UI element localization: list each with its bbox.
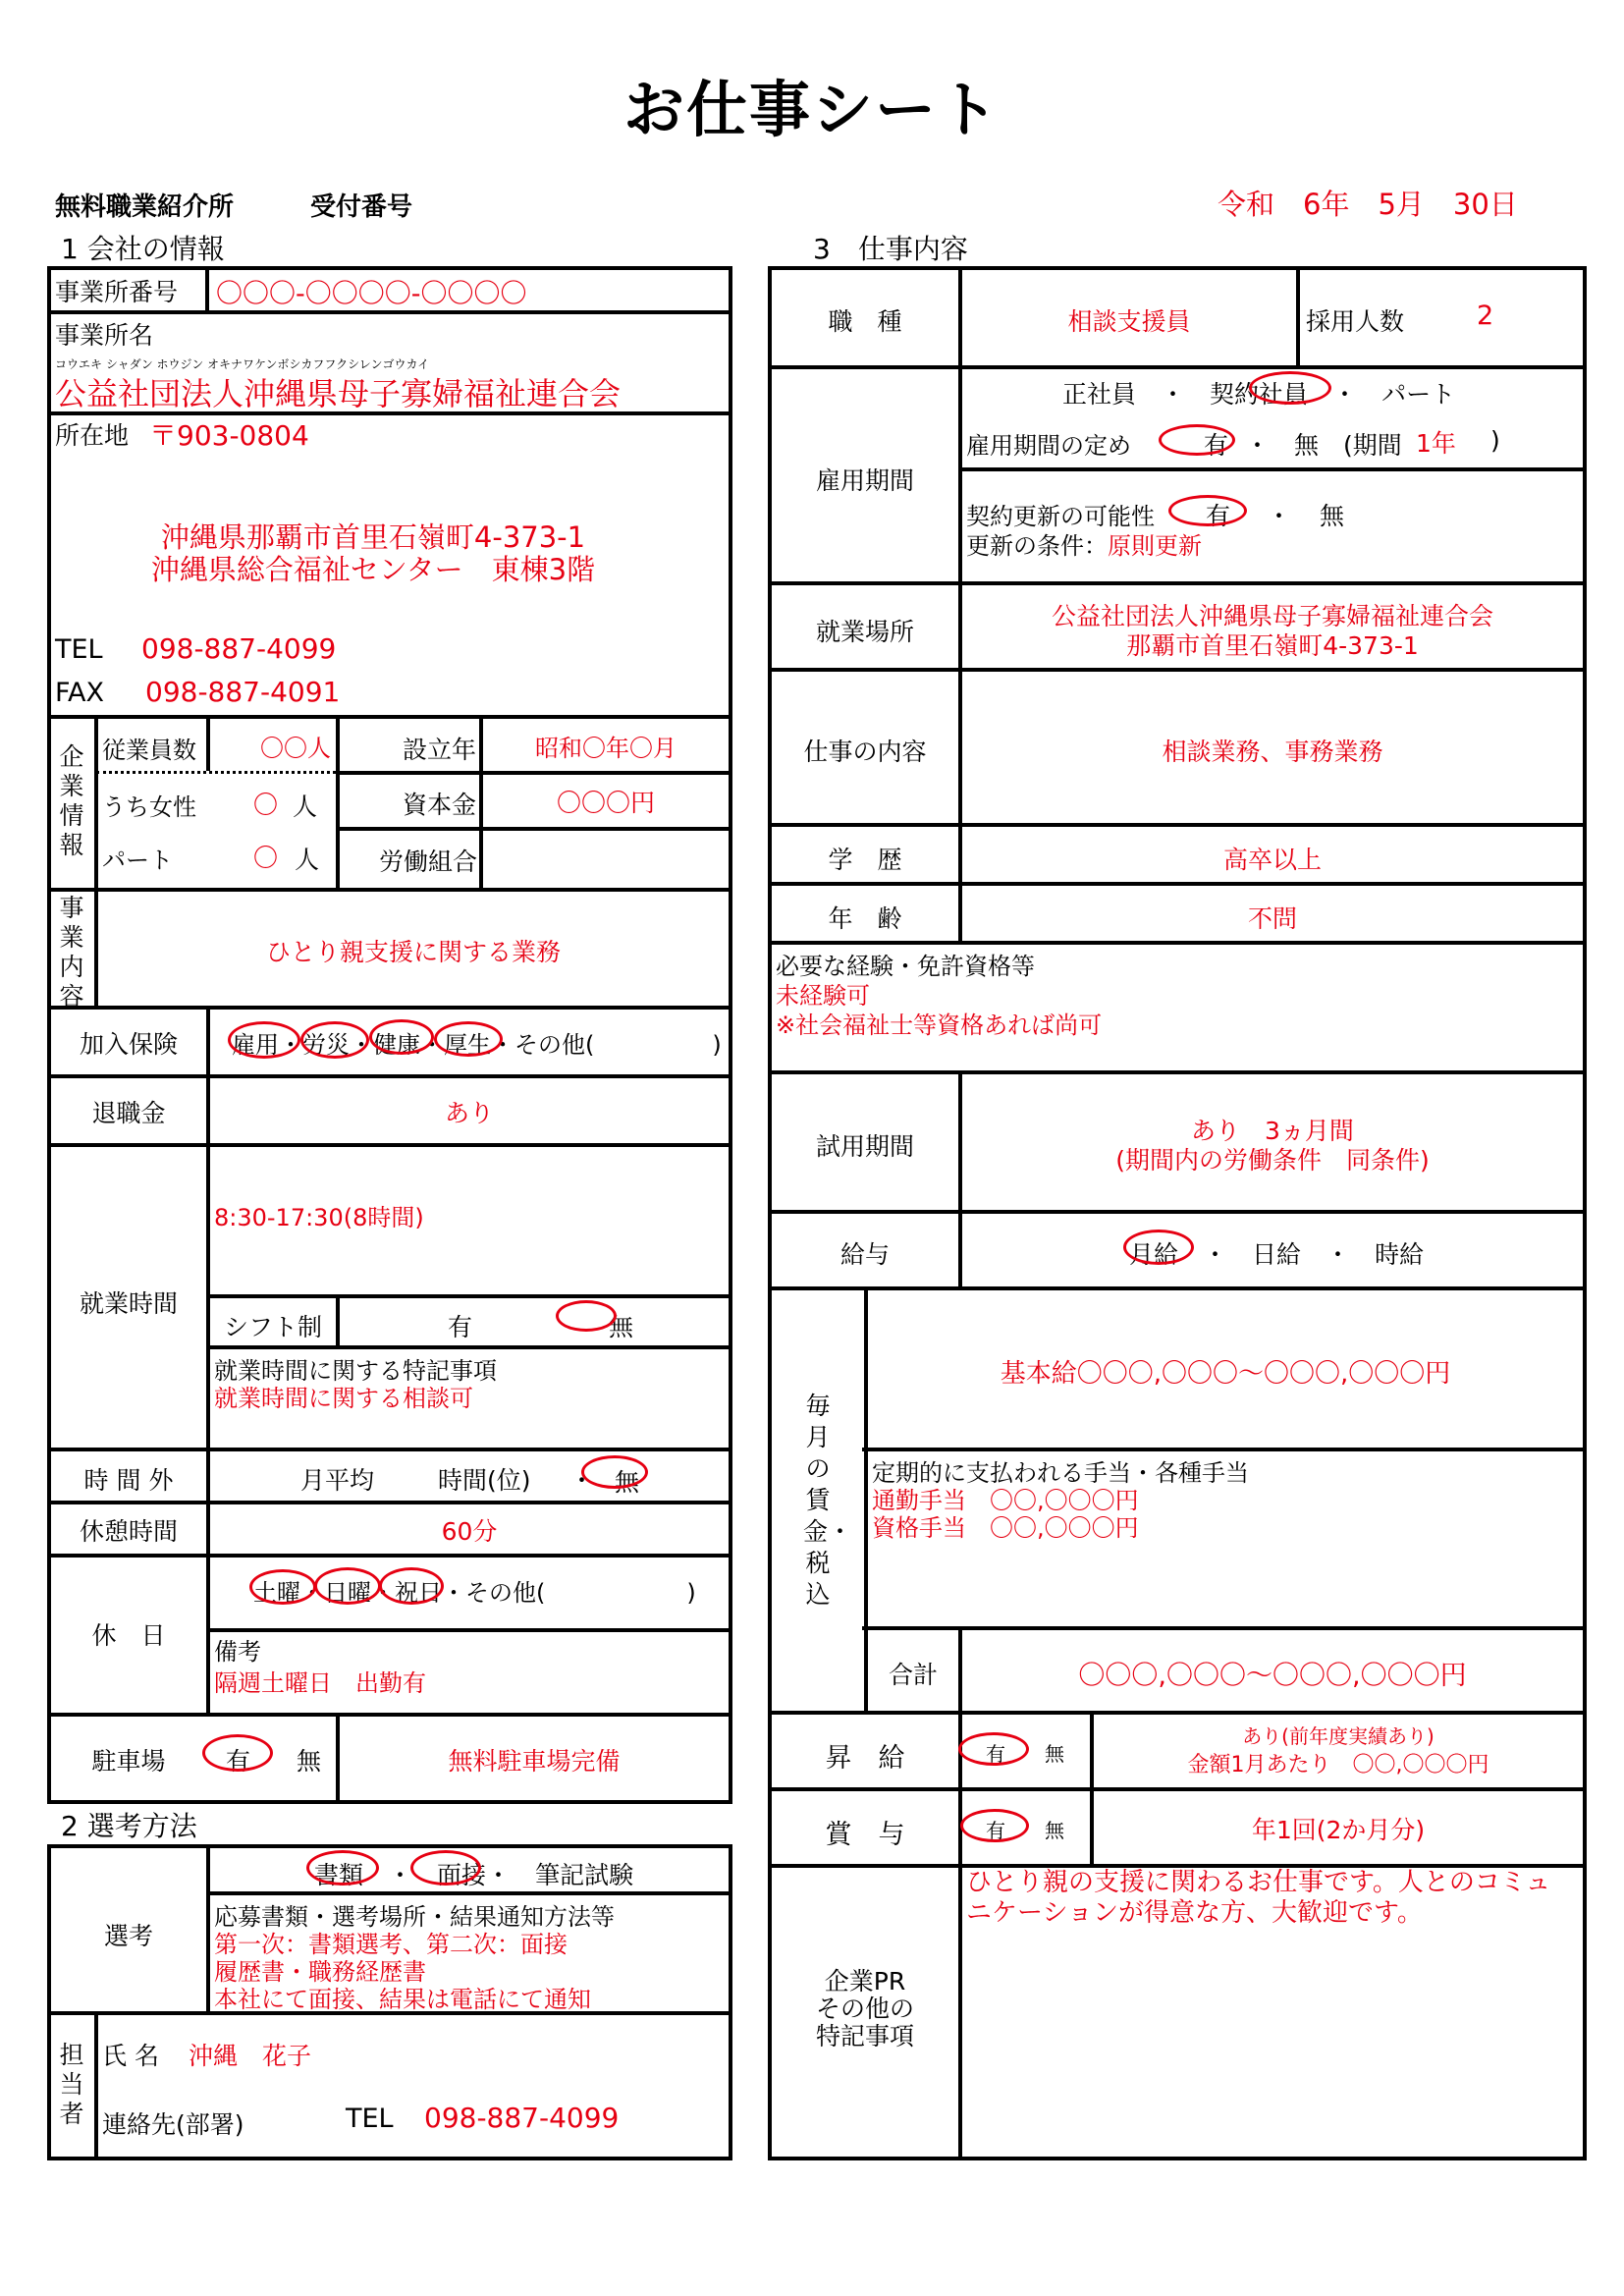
holiday-options: 土曜・日曜・祝日・その他( ) [253, 1579, 696, 1607]
parking-no: 無 [297, 1747, 322, 1776]
bonus-no: 無 [1045, 1819, 1064, 1842]
allowance-item: 通勤手当 〇〇,〇〇〇円 [872, 1487, 1139, 1514]
retirement-label: 退職金 [91, 1099, 166, 1127]
selection-detail: 本社にて面接、結果は電話にて通知 [214, 1986, 591, 2013]
section2-heading: 2 選考方法 [61, 1810, 197, 1842]
office-number: 〇〇〇-〇〇〇〇-〇〇〇〇 [216, 279, 527, 309]
parking-label: 駐車場 [91, 1747, 166, 1776]
overtime-unit: 時間(位) [438, 1466, 531, 1495]
total: 〇〇〇,〇〇〇～〇〇〇,〇〇〇円 [1078, 1661, 1467, 1691]
renewal-no: 無 [1320, 502, 1345, 530]
employment-fulltime: 正社員 [1062, 380, 1137, 409]
workplace-line2: 那覇市首里石嶺町4-373-1 [1126, 631, 1419, 660]
employment-parttime: パート [1381, 380, 1456, 409]
trial-line2: (期間内の労働条件 同条件) [1115, 1146, 1430, 1175]
pr-label [772, 1968, 958, 2050]
overtime-average-label: 月平均 [300, 1466, 375, 1495]
contact-person-vertical-label: 担当者 [59, 2041, 84, 2128]
holiday-note-label: 備考 [214, 1638, 261, 1666]
trial-label: 試用期間 [815, 1132, 914, 1161]
raise-label: 昇 給 [825, 1743, 905, 1774]
selection-details-label: 応募書類・選考場所・結果通知方法等 [214, 1903, 615, 1931]
selection-detail: 第一次：書類選考、第二次：面接 [214, 1931, 568, 1958]
insurance-health: 健康 [373, 1031, 420, 1059]
hours-note-label: 就業時間に関する特記事項 [214, 1357, 497, 1385]
founded: 昭和〇年〇月 [535, 735, 677, 762]
circle-mark-icon [314, 1567, 381, 1605]
age: 不問 [1247, 904, 1297, 933]
pay-type-label: 給与 [839, 1240, 890, 1269]
term-period: 1年 [1416, 429, 1456, 458]
pay-monthly: 月給 [1129, 1240, 1179, 1269]
circle-mark-icon [1123, 1230, 1194, 1265]
renewal-separator: ・ [1267, 502, 1292, 530]
part-label: パート [102, 847, 173, 874]
overtime-separator: ・ [569, 1466, 595, 1495]
method-written-test: 筆記試験 [535, 1861, 634, 1889]
insurance-workers-comp: 労災 [302, 1031, 350, 1059]
renewal-condition: 原則更新 [1108, 532, 1202, 560]
pay-daily: 日給 [1252, 1240, 1302, 1269]
trial-line1: あり 3ヵ月間 [1191, 1117, 1354, 1145]
women-count: 〇 [253, 791, 279, 819]
circle-mark-icon [202, 1734, 273, 1772]
work-hours-label: 就業時間 [79, 1289, 178, 1318]
overtime-label: 時 間 外 [83, 1466, 174, 1495]
company-info-vertical-label: 企業情報 [59, 742, 84, 859]
hires: 2 [1477, 301, 1494, 331]
circle-mark-icon [410, 1850, 481, 1886]
circle-mark-icon [1159, 424, 1235, 456]
address-line2: 沖縄県総合福祉センター 東棟3階 [150, 553, 596, 586]
fax-label: FAX [55, 678, 105, 708]
contact-name: 沖縄 花子 [189, 2042, 312, 2070]
holidays-label: 休 日 [91, 1621, 166, 1650]
education: 高卒以上 [1222, 846, 1322, 874]
total-label: 合計 [888, 1661, 938, 1689]
fax: 098-887-4091 [145, 676, 341, 708]
name-label: 氏 名 [102, 2042, 159, 2070]
allowance-item: 資格手当 〇〇,〇〇〇円 [872, 1514, 1139, 1542]
circle-mark-icon [958, 1732, 1029, 1766]
bonus: 年1回(2か月分) [1251, 1816, 1426, 1844]
employment-contract: 契約社員 [1210, 380, 1309, 409]
circle-mark-icon [960, 1809, 1029, 1842]
allowances-label: 定期的に支払われる手当・各種手当 [872, 1459, 1249, 1487]
method-interview: 面接 [437, 1861, 487, 1889]
holiday-other: その他( ) [465, 1579, 696, 1607]
insurance-other: その他( ) [514, 1031, 722, 1059]
circle-mark-icon [379, 1567, 444, 1605]
founded-label: 設立年 [403, 736, 477, 764]
qualification-item: ※社会福祉士等資格あれば尚可 [776, 1011, 1103, 1039]
date: 令和 6年 5月 30日 [1218, 188, 1518, 221]
job-type: 相談支援員 [1067, 307, 1191, 336]
postal-code: 〒903-0804 [149, 419, 309, 452]
selection-methods: 書類 ・ 面接・ 筆記試験 [314, 1861, 634, 1889]
section3-heading: 3 仕事内容 [813, 233, 968, 265]
duties-label: 仕事の内容 [803, 738, 927, 766]
renewal-label: 契約更新の可能性 [966, 503, 1155, 530]
selection-label: 選考 [103, 1922, 153, 1950]
office-name: 公益社団法人沖縄県母子寡婦福祉連合会 [55, 375, 622, 412]
union-label: 労働組合 [379, 847, 478, 876]
contact-tel: 098-887-4099 [424, 2102, 620, 2134]
term-period-label: (期間 [1343, 431, 1402, 460]
part-unit: 人 [295, 846, 320, 874]
break-label: 休憩時間 [79, 1517, 178, 1546]
pay-types: 月給 ・ 日給 ・ 時給 [1129, 1240, 1425, 1269]
term-no: 無 [1294, 431, 1320, 460]
office-number-label: 事業所番号 [55, 278, 179, 306]
insurance-pension: 厚生 [444, 1031, 491, 1059]
part-count: 〇 [253, 844, 279, 872]
contact-tel-label: TEL [346, 2104, 394, 2134]
bonus-yes: 有 [986, 1819, 1005, 1842]
circle-mark-icon [228, 1021, 300, 1059]
pr-label-line1: 企業PR [824, 1967, 906, 1995]
insurance-options: 雇用・労災・健康・厚生・その他( ) [232, 1031, 722, 1059]
employment-types: 正社員 ・ 契約社員 ・ パート [1062, 380, 1456, 409]
break: 60分 [441, 1517, 498, 1546]
capital: 〇〇〇円 [556, 789, 655, 817]
age-label: 年 齢 [828, 904, 902, 933]
women-unit: 人 [293, 793, 318, 821]
parking-note: 無料駐車場完備 [448, 1747, 621, 1776]
overtime-none: 無 [615, 1468, 640, 1497]
office-name-label: 事業所名 [55, 321, 154, 350]
monthly-wage-vertical-label: 毎月の賃金・税込 [803, 1392, 853, 1609]
education-label: 学 歴 [828, 846, 902, 874]
shift-label: シフト制 [223, 1313, 322, 1341]
business-vertical-label: 事業内容 [59, 894, 84, 1011]
selection-detail: 履歴書・職務経歴書 [214, 1958, 426, 1986]
term-label: 雇用期間の定め [966, 432, 1131, 460]
insurance-label: 加入保険 [79, 1030, 178, 1059]
capital-label: 資本金 [403, 791, 477, 819]
circle-mark-icon [581, 1455, 648, 1489]
circle-mark-icon [249, 1569, 316, 1605]
holiday-sunday: 日曜 [324, 1579, 371, 1607]
raise-no: 無 [1045, 1742, 1064, 1766]
office-name-kana: コウエキ シャダン ホウジン オキナワケンボシカフフクシレンゴウカイ [55, 357, 430, 371]
workplace-line1: 公益社団法人沖縄県母子寡婦福祉連合会 [1051, 602, 1493, 630]
parking-yes: 有 [226, 1747, 251, 1776]
holiday-saturday: 土曜 [253, 1579, 300, 1607]
circle-mark-icon [434, 1021, 503, 1057]
page-title: お仕事シート [623, 74, 1001, 145]
pr-label-line3: 特記事項 [815, 2022, 914, 2050]
circle-mark-icon [1168, 495, 1247, 526]
pr-text: ひとり親の支援に関わるお仕事です。人とのコミュニケーションが得意な方、大歓迎です。 [966, 1868, 1551, 1928]
renewal-condition-label: 更新の条件： [966, 532, 1108, 560]
term-yes: 有 [1204, 431, 1229, 460]
employees: 〇〇人 [260, 735, 331, 762]
agency-label: 無料職業紹介所 [55, 192, 235, 222]
shift-yes: 有 [448, 1313, 473, 1341]
raise-yes: 有 [986, 1742, 1005, 1766]
circle-mark-icon [369, 1019, 434, 1055]
address-line1: 沖縄県那覇市首里石嶺町4-373-1 [160, 520, 586, 554]
job-type-label: 職 種 [828, 307, 902, 336]
employment-label: 雇用期間 [815, 466, 914, 495]
duties: 相談業務、事務業務 [1162, 738, 1383, 766]
circle-mark-icon [306, 1850, 379, 1886]
tel-label: TEL [55, 634, 103, 665]
business-content: ひとり親支援に関する業務 [265, 938, 561, 966]
workplace-label: 就業場所 [815, 618, 914, 646]
qualifications-label: 必要な経験・免許資格等 [776, 953, 1035, 980]
women-label: うち女性 [102, 793, 196, 821]
term-period-close: ) [1490, 426, 1500, 455]
bonus-label: 賞 与 [825, 1820, 905, 1850]
raise-line1: あり(前年度実績あり) [1242, 1724, 1435, 1748]
holiday-note: 隔週土曜日 出勤有 [214, 1669, 426, 1697]
circle-mark-icon [1249, 371, 1331, 405]
holiday-national: 祝日 [395, 1579, 442, 1607]
contact-dept-label: 連絡先(部署) [102, 2110, 244, 2139]
address-label: 所在地 [55, 421, 130, 450]
method-documents: 書類 [314, 1861, 364, 1889]
insurance-employment: 雇用 [232, 1031, 279, 1059]
term-no-group: ・ 無 (期間 [1245, 431, 1402, 460]
pay-hourly: 時給 [1375, 1240, 1425, 1269]
work-hours: 8:30-17:30(8時間) [214, 1204, 424, 1231]
tel: 098-887-4099 [141, 632, 337, 665]
qualification-item: 未経験可 [776, 982, 870, 1010]
hours-note: 就業時間に関する相談可 [214, 1385, 473, 1412]
circle-mark-icon [300, 1021, 369, 1059]
hires-label: 採用人数 [1306, 307, 1405, 336]
receipt-number-label: 受付番号 [310, 192, 413, 222]
section1-heading: 1 会社の情報 [61, 233, 225, 265]
pr-label-line2: その他の [815, 1995, 914, 2023]
shift-no: 無 [609, 1313, 634, 1341]
retirement: あり [444, 1099, 494, 1127]
circle-mark-icon [556, 1300, 617, 1332]
renewal-yes: 有 [1206, 502, 1231, 530]
raise-line2: 金額1月あたり 〇〇,〇〇〇円 [1187, 1753, 1489, 1777]
base-pay: 基本給〇〇〇,〇〇〇～〇〇〇,〇〇〇円 [1000, 1359, 1451, 1389]
employees-label: 従業員数 [102, 737, 196, 764]
